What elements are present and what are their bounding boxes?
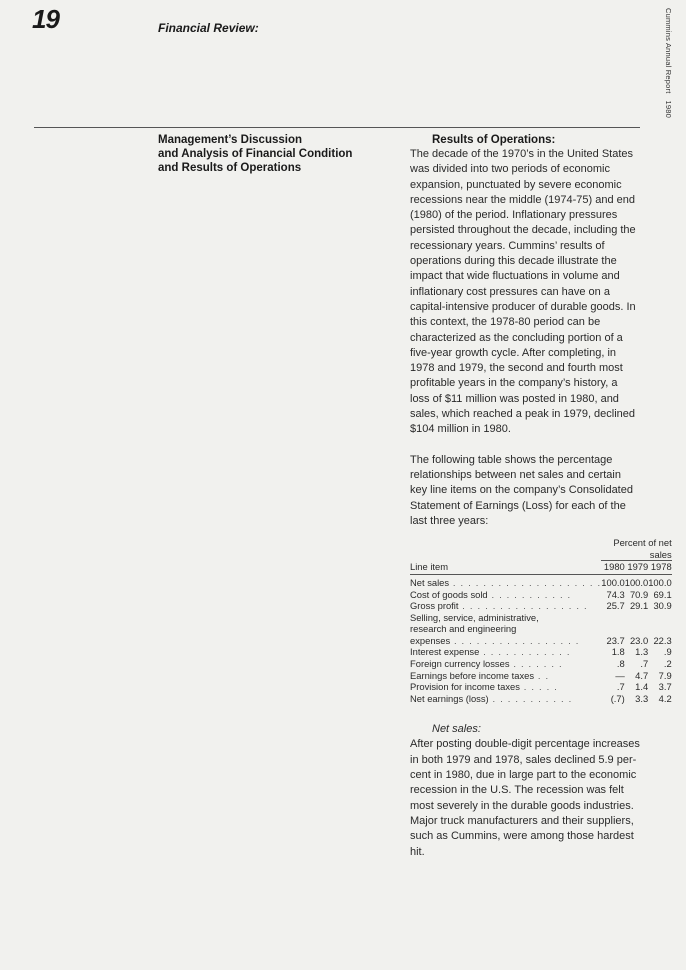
table-row-label <box>410 600 601 612</box>
table-row-label-text: Cost of goods sold <box>410 588 488 600</box>
table-row-label-text: Provision for income taxes <box>410 681 520 693</box>
table-cell-value: 23.0 <box>629 634 649 646</box>
side-label <box>664 8 673 118</box>
table-header-year: 1978 <box>648 561 671 575</box>
table-row <box>410 574 672 588</box>
table-row-leader-dots: . . . . . . . <box>509 658 563 670</box>
table-row-leader-dots: . . . . . . . . . . . <box>488 692 573 704</box>
table-row-label <box>410 670 601 682</box>
table-cell-value <box>601 612 624 624</box>
table-row <box>410 600 672 612</box>
table-row <box>410 612 672 624</box>
table-row <box>410 693 672 705</box>
table-cell-value: 7.9 <box>658 669 672 681</box>
left-heading-line: Management’s Discussion <box>158 134 303 146</box>
table-cell-value <box>648 612 671 624</box>
table-cell-value <box>648 623 671 635</box>
table-row <box>410 681 672 693</box>
table-row-label-text: research and engineering <box>410 623 517 635</box>
table-row-leader-dots: . . . . . . . . . . . . . . . . . <box>450 634 580 646</box>
page-number: 19 <box>32 4 59 34</box>
side-label-company: Cummins Annual Report <box>664 8 673 94</box>
table-row-leader-dots: . . <box>534 669 550 681</box>
table-cell-value: — <box>615 669 625 681</box>
table-header-year: 1979 <box>625 561 648 575</box>
table-row-label-text: Selling, service, administrative, <box>410 611 539 623</box>
table-row-label-text: Foreign currency losses <box>410 658 510 670</box>
table-cell-value: 74.3 <box>606 588 625 600</box>
table-cell-value: 30.9 <box>653 600 672 612</box>
table-cell-value: .8 <box>616 658 625 670</box>
net-sales-heading: Net sales: <box>432 723 481 736</box>
table-cell-value: 1.3 <box>635 646 649 658</box>
table-row-label-text: Earnings before income taxes <box>410 669 535 681</box>
table-cell-value: 4.2 <box>658 692 672 704</box>
table-cell-value: 4.7 <box>635 669 649 681</box>
table-cell-value: 100.0 <box>624 576 649 588</box>
table-row <box>410 670 672 682</box>
table-cell-value: .7 <box>640 658 649 670</box>
table-row <box>410 635 672 647</box>
table-column-header-row <box>410 561 672 575</box>
table-cell-value: (.7) <box>610 692 625 704</box>
results-heading: Results of Operations: <box>432 134 556 146</box>
table-row-leader-dots: . . . . . . . . . . . <box>487 588 572 600</box>
table-row-leader-dots: . . . . . . . . . . . . . . . . . <box>458 600 588 612</box>
table-row-label-text: Net sales <box>410 576 450 588</box>
table-row-label <box>410 612 601 624</box>
table-row-label <box>410 623 601 635</box>
table-cell-value: .2 <box>663 658 672 670</box>
main-column <box>410 133 672 860</box>
table-cell-value: 23.7 <box>606 634 625 646</box>
table-row <box>410 589 672 601</box>
table-row-leader-dots: . . . . . <box>519 681 558 693</box>
table-cell-value <box>601 623 624 635</box>
table-cell-value: 29.1 <box>629 600 649 612</box>
table-cell-value: 25.7 <box>606 600 625 612</box>
results-paragraph-1: The decade of the 1970’s in the United States was divided into two periods of economic expansion, punctuated by severe economic recessions near the middle (1974-75) and end (1980) of the period. Inflationary pressures persisted throughout the decade, including the recessionary years. Cummins’ results of operations during this decade illustrate the impact that wide fluctuations in volume and inflationary cost pressures can have on a capital-intensive producer of durable goods. In this context, the 1978-80 period can be characterized as the concluding portion of a five-year growth cycle. After completing, in 1978 and 1979, the second and fourth most profitable years in the company’s history, a loss of $11 million was posted in 1980, and sales, which reached a peak in 1979, declined $104 million in 1980. <box>410 148 636 436</box>
table-cell-value: 1.8 <box>611 646 625 658</box>
header-divider <box>34 127 640 128</box>
table-row-leader-dots: . . . . . . . . . . . . <box>479 646 571 658</box>
table-row-label <box>410 658 601 670</box>
table-header-line-item: Line item <box>410 561 601 575</box>
table-cell-value: 1.4 <box>635 681 649 693</box>
table-cell-value: .9 <box>663 646 672 658</box>
table-row-label <box>410 693 601 705</box>
table-row-label <box>410 589 601 601</box>
table-span-header-row <box>410 537 672 561</box>
table-cell-value: 70.9 <box>629 588 649 600</box>
left-heading-line: and Analysis of Financial Condition <box>158 148 353 160</box>
table-row <box>410 623 672 635</box>
table-span-header: Percent of net sales <box>601 537 671 561</box>
table-row-label <box>410 646 601 658</box>
table-cell-value: 3.7 <box>658 681 672 693</box>
table-row-label <box>410 635 601 647</box>
table-cell-value: 100.0 <box>601 576 625 588</box>
results-paragraph-2: The following table shows the percentage relationships between net sales and certain key line items on the company’s Consolidated Statement of Earnings (Loss) for each of the last three years: <box>410 453 633 527</box>
section-header: Financial Review: <box>158 21 259 35</box>
table-row-leader-dots: . . . . . . . . . . . . . . . . . . . . <box>449 576 602 588</box>
table-row <box>410 646 672 658</box>
table-cell-value: 69.1 <box>653 588 672 600</box>
table-cell-value: 100.0 <box>648 576 672 588</box>
table-row-label-text: expenses <box>410 634 451 646</box>
side-label-year: 1980 <box>664 100 673 118</box>
table-row-label-text: Interest expense <box>410 646 480 658</box>
table-cell-value: 22.3 <box>653 634 672 646</box>
left-heading-line: and Results of Operations <box>158 162 302 174</box>
table-header-year: 1980 <box>601 561 624 575</box>
table-row-label <box>410 681 601 693</box>
table-cell-value <box>625 612 648 624</box>
table-row-label <box>410 574 601 588</box>
percent-of-sales-table <box>410 537 672 704</box>
table-cell-value: .7 <box>616 681 625 693</box>
table-row <box>410 658 672 670</box>
table-row-label-text: Net earnings (loss) <box>410 692 489 704</box>
net-sales-paragraph: After posting double-digit percentage increases in both 1979 and 1978, sales declined 5.9 per-cent in 1980, due in large part to the economic recession in the U.S. The recession was felt most severely in the durable goods industries. Major truck manufacturers and their suppliers, such as Cummins, were among those hardest hit. <box>410 738 640 858</box>
left-heading <box>158 133 388 175</box>
table-cell-value: 3.3 <box>635 692 649 704</box>
table-row-label-text: Gross profit <box>410 600 459 612</box>
table-cell-value <box>625 623 648 635</box>
